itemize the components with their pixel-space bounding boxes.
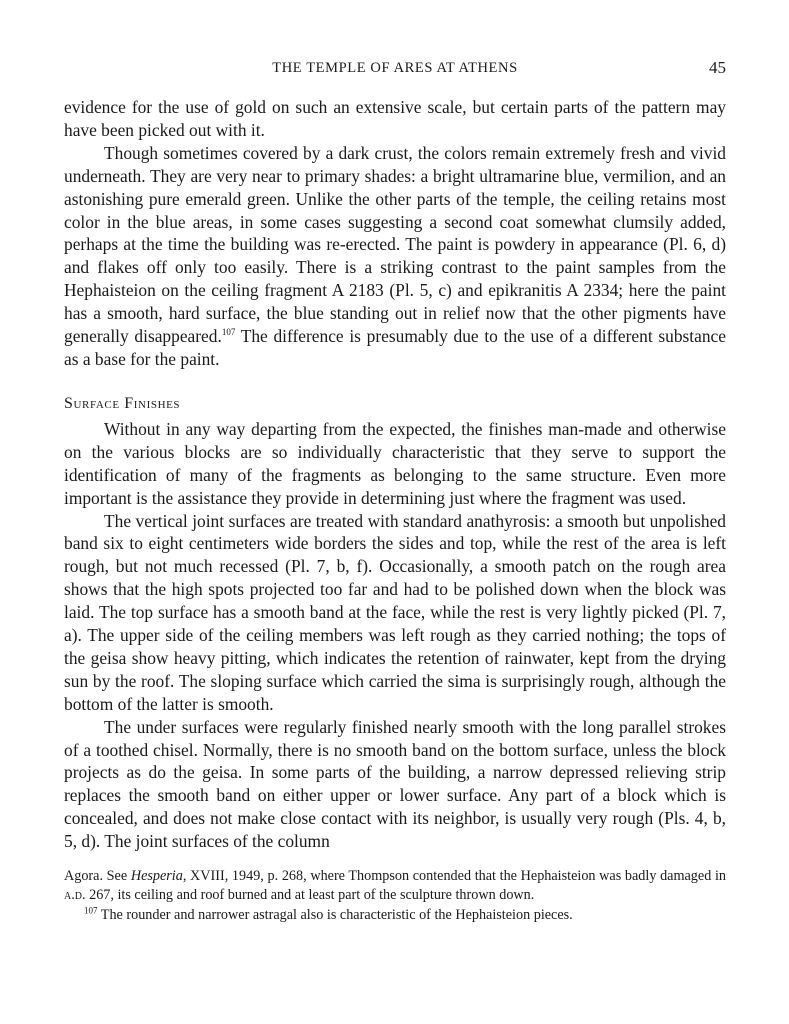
journal-title: Hesperia	[130, 868, 183, 885]
paragraph-colors-text-end: The difference is presumably due to the use of a different substance as a base for the paint.	[64, 326, 726, 369]
paragraph-finishes-intro: Without in any way departing from the expected, the finishes man-made and otherwise on the various blocks are so individually characteristic that they serve to support the identification of many of the fragments as belonging to the same structure. Even more important is the assistance they provide in determining just where the fragment was used.	[64, 418, 726, 508]
paragraph-joint-surfaces: The vertical joint surfaces are treated with standard anathyrosis: a smooth but unpolished band six to eight centimeters wide borders the sides and top, while the rest of the area is left rough, but not much recessed (Pl. 7, b, f). Occasionally, a smooth patch on the rough area shows that the high spots projected too far and had to be polished down when the block was laid. The top surface has a smooth band at the face, while the rest is very lightly picked (Pl. 7, a). The upper side of the ceiling members was left rough as they carried nothing; the tops of the geisa show heavy pitting, which indicates the retention of rainwater, kept from the drying sun by the roof. The sloping surface which carried the sima is surprisingly rough, although the bottom of the latter is smooth.	[64, 510, 726, 714]
paragraph-under-surfaces: The under surfaces were regularly finished nearly smooth with the long parallel strokes of a toothed chisel. Normally, there is no smooth band on the bottom surface, unless the block projects as do the geisa. In some parts of the building, a narrow depressed relieving strip replaces the smooth band on either upper or lower surface. Any part of a block which is concealed, and does not make close contact with its neighbor, is usually very rough (Pls. 4, b, 5, d). The joint surfaces of the column	[64, 716, 726, 852]
main-text	[64, 96, 726, 853]
running-header	[64, 58, 726, 82]
footnote-107-text: The rounder and narrower astragal also is characteristic of the Hephaisteion pieces.	[97, 906, 573, 923]
paragraph-colors	[64, 142, 726, 371]
running-title: THE TEMPLE OF ARES AT ATHENS	[272, 60, 518, 76]
footnote-continued-text-3: 267, its ceiling and roof burned and at least part of the sculpture thrown down.	[85, 887, 535, 904]
page	[64, 58, 726, 925]
era-abbreviation: a.d.	[64, 887, 86, 904]
footnote-continued-text-2: , XVIII, 1949, p. 268, where Thompson contended that the Hephaisteion was badly damaged in	[182, 868, 726, 885]
footnote-number-107: 107	[84, 904, 98, 915]
footnote-continued	[64, 867, 726, 906]
paragraph-continued: evidence for the use of gold on such an extensive scale, but certain parts of the pattern may have been picked out with it.	[64, 97, 726, 140]
section-heading: Surface Finishes	[64, 394, 181, 412]
footnote-107	[64, 906, 726, 925]
page-number: 45	[709, 58, 726, 77]
footnotes	[64, 867, 726, 925]
footnote-continued-text: Agora. See	[64, 868, 131, 885]
paragraph-colors-text: Though sometimes covered by a dark crust, the colors remain extremely fresh and vivid underneath. They are very near to primary shades: a bright ultramarine blue, vermilion, and an astonishing pure emerald green. Unlike the other parts of the temple, the ceiling retains most color in the blue areas, in some cases suggesting a second coat somewhat clumsily added, perhaps at the time the building was re-erected. The paint is powdery in appearance (Pl. 6, d) and flakes off only too easily. There is a striking contrast to the paint samples from the Hephaisteion on the ceiling fragment A 2183 (Pl. 5, c) and epikranitis A 2334; here the paint has a smooth, hard surface, the blue standing out in relief now that the other pigments have generally disappeared.	[64, 142, 726, 347]
footnote-ref-107[interactable]: 107	[221, 327, 236, 338]
